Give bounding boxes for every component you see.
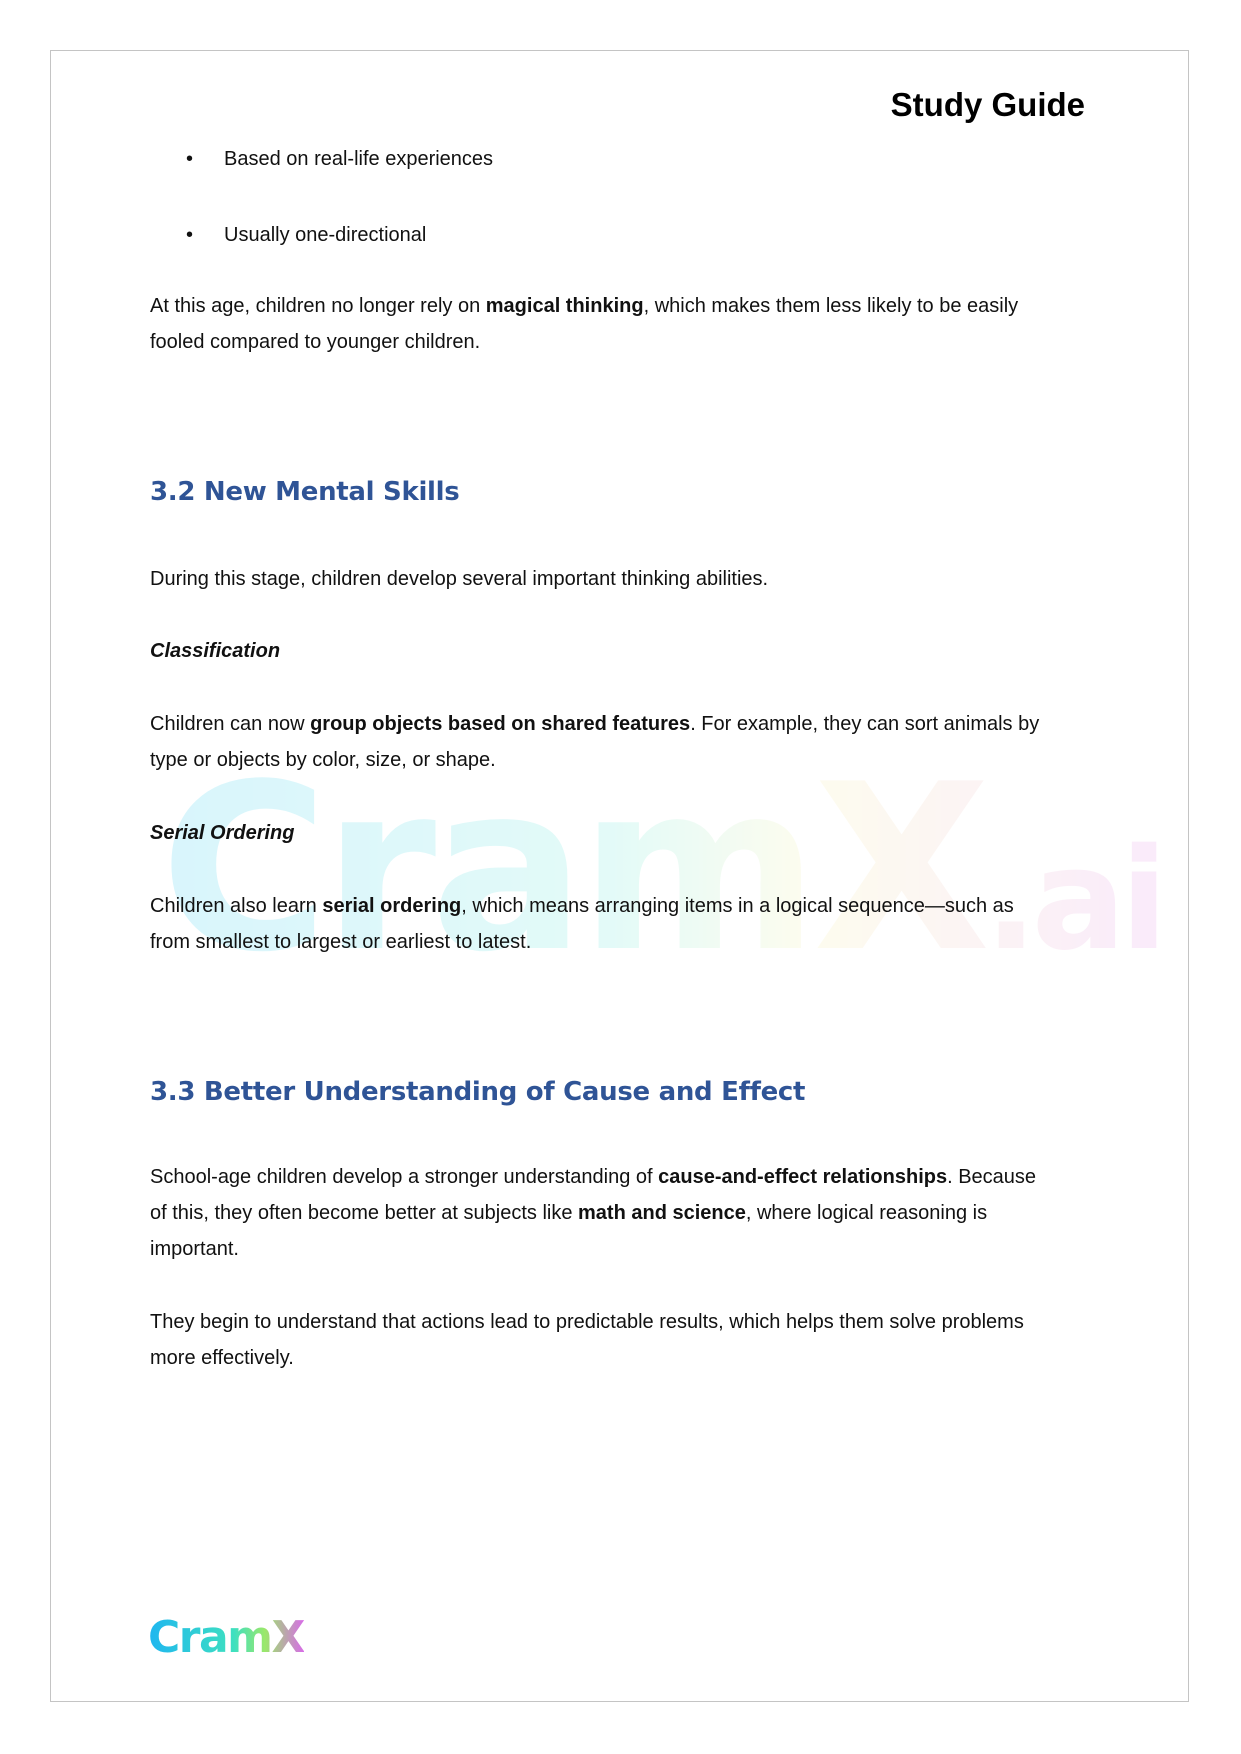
bullet-icon: • <box>186 148 194 170</box>
watermark-suffix: .ai <box>984 819 1163 982</box>
paragraph-line: important. <box>150 1238 239 1260</box>
footer-logo: CramX <box>148 1612 304 1663</box>
bold-term: magical thinking <box>485 295 644 317</box>
paragraph-line: They begin to understand that actions lead to predictable results, which helps them solve problems <box>150 1311 1024 1333</box>
bullet-item: Usually one-directional <box>224 224 427 246</box>
paragraph-line: of this, they often become better at subjects like math and science, where logical reasoning is <box>150 1202 988 1224</box>
paragraph-line: Children can now group objects based on shared features. For example, they can sort animals by <box>150 713 1040 735</box>
paragraph-line: Children also learn serial ordering, which means arranging items in a logical sequence—such as <box>150 895 1014 917</box>
bullet-item: Based on real-life experiences <box>224 148 494 170</box>
watermark-main: CramX <box>160 736 985 1003</box>
subheading-serial-ordering: Serial Ordering <box>150 822 295 844</box>
paragraph-line: During this stage, children develop several important thinking abilities. <box>150 568 769 590</box>
subheading-classification: Classification <box>150 640 281 662</box>
bold-term: math and science <box>578 1202 746 1224</box>
paragraph-line: At this age, children no longer rely on magical thinking, which makes them less likely to be easily <box>150 295 1019 317</box>
section-heading-3-2: 3.2 New Mental Skills <box>150 477 460 507</box>
bold-term: serial ordering <box>322 895 462 917</box>
section-heading-3-3: 3.3 Better Understanding of Cause and Effect <box>150 1077 806 1107</box>
paragraph-line: School-age children develop a stronger understanding of cause-and-effect relationships. Because <box>150 1166 1037 1188</box>
paragraph-line: fooled compared to younger children. <box>150 331 481 353</box>
paragraph-line: from smallest to largest or earliest to latest. <box>150 931 532 953</box>
bullet-icon: • <box>186 224 194 246</box>
bold-term: cause-and-effect relationships <box>658 1166 948 1188</box>
paragraph-line: more effectively. <box>150 1347 294 1369</box>
paragraph-line: type or objects by color, size, or shape. <box>150 749 496 771</box>
header-title: Study Guide <box>890 86 1085 123</box>
bold-term: group objects based on shared features <box>310 713 691 735</box>
